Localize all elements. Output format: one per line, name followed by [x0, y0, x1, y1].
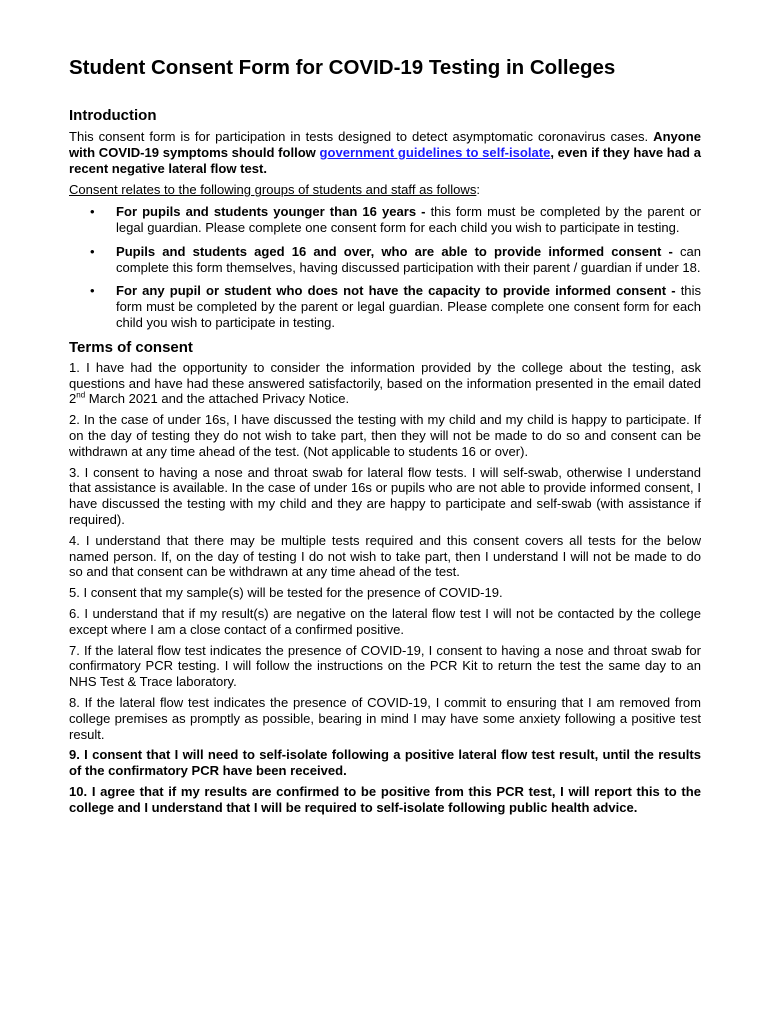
bullet-icon: •: [90, 204, 95, 220]
term-7: 7. If the lateral flow test indicates the presence of COVID-19, I consent to having a nose and throat swab for confirmatory PCR testing. I will follow the instructions on the PCR Kit to return the test the same day to an NHS Test & Trace laboratory.: [69, 642, 701, 690]
introduction-heading: Introduction: [69, 107, 157, 124]
bullet-icon: •: [90, 243, 95, 259]
group-bold: For any pupil or student who does not have the capacity to provide informed consent -: [116, 283, 681, 299]
term-10: 10. I agree that if my results are confirmed to be positive from this PCR test, I will report this to the college and I understand that I will be required to self-isolate following public health advice.: [69, 783, 701, 815]
consent-form-page: [69, 54, 701, 815]
term-1: [69, 360, 701, 407]
consent-groups-list: [69, 204, 701, 331]
term-3: 3. I consent to having a nose and throat swab for lateral flow tests. I will self-swab, otherwise I understand that assistance is available. In the case of under 16s or pupils who are not able to provide informed consent, I have discussed the testing with my child and they are happy to participate and self-swab (with assistance if required).: [69, 464, 701, 527]
group-text: this form must be completed by the parent or legal guardian. Please complete one consent form for each child you wish to participate in testing.: [116, 283, 701, 330]
symptoms-warning-a: Anyone with COVID-19 symptoms should follow: [69, 129, 701, 160]
term-9: 9. I consent that I will need to self-isolate following a positive lateral flow test result, until the results of the confirmatory PCR have been received.: [69, 747, 701, 779]
page-title: Student Consent Form for COVID-19 Testing in Colleges: [69, 56, 616, 79]
groups-intro-text: Consent relates to the following groups of students and staff as follows: [69, 182, 477, 198]
term-1-text-b: March 2021 and the attached Privacy Notice.: [85, 391, 350, 407]
term-2: 2. In the case of under 16s, I have discussed the testing with my child and my child is happy to participate. If on the day of testing they do not wish to take part, then they will not be made to do so and consent can be withdrawn at any time ahead of the test. (Not applicable to students 16 or over).: [69, 412, 701, 459]
list-item: [69, 283, 701, 330]
symptoms-warning-b: , even if they have had a recent negative lateral flow test.: [69, 144, 701, 176]
term-4: 4. I understand that there may be multiple tests required and this consent covers all tests for the below named person. If, on the day of testing I do not wish to take part, then I understand I will not be made to do so and that consent can be withdrawn at any time ahead of the test.: [69, 532, 701, 580]
term-8: 8. If the lateral flow test indicates the presence of COVID-19, I commit to ensuring that I am removed from college premises as promptly as possible, bearing in mind I may have some anxiety following a positive test result.: [69, 694, 701, 742]
list-item: [69, 204, 701, 236]
group-text: can complete this form themselves, having discussed participation with their parent / guardian if under 18.: [116, 243, 701, 275]
self-isolate-guidelines-link[interactable]: government guidelines to self-isolate: [319, 144, 551, 160]
group-text: this form must be completed by the parent or legal guardian. Please complete one consent form for each child you wish to participate in testing.: [116, 204, 701, 235]
terms-heading: Terms of consent: [69, 338, 193, 356]
bullet-icon: •: [90, 283, 95, 299]
term-1-text-a: 1. I have had the opportunity to consider the information provided by the college about the testing, ask questions and have had these answered satisfactorily, based on the information presented in the email dated 2: [69, 359, 701, 407]
group-bold: Pupils and students aged 16 and over, who are able to provide informed consent -: [116, 243, 680, 259]
term-1-sup: nd: [76, 391, 86, 401]
term-5: 5. I consent that my sample(s) will be tested for the presence of COVID-19.: [69, 585, 503, 601]
list-item: [69, 244, 701, 276]
intro-text: This consent form is for participation in tests designed to detect asymptomatic coronavirus cases.: [69, 129, 649, 144]
groups-intro: [69, 182, 701, 198]
groups-intro-colon: :: [476, 182, 480, 198]
group-bold: For pupils and students younger than 16 years -: [116, 204, 431, 220]
intro-paragraph: [69, 129, 701, 176]
term-6: 6. I understand that if my result(s) are negative on the lateral flow test I will not be contacted by the college except where I am a close contact of a confirmed positive.: [69, 605, 701, 637]
